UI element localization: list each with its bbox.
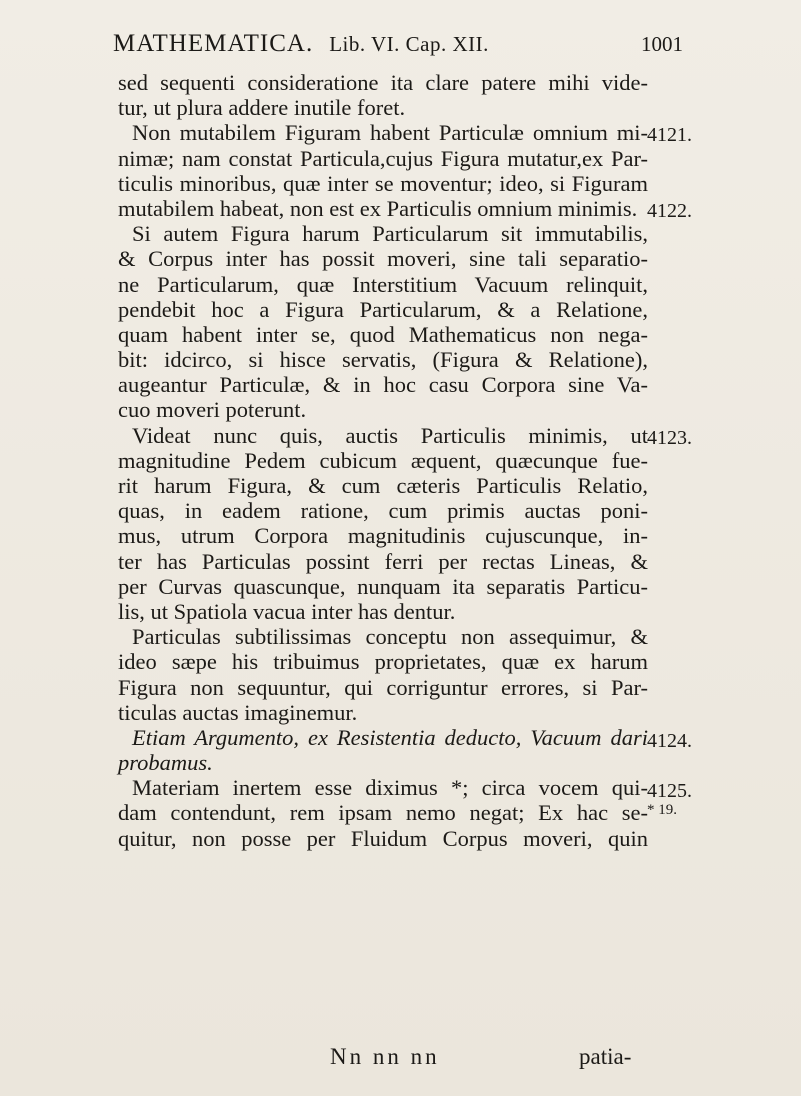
margin-number-4123: 4123. <box>647 427 692 449</box>
signature-mark: Nn nn nn <box>330 1044 440 1069</box>
text-line: ne Particularum, quæ Interstitium Vacuum relinquit, <box>118 271 648 297</box>
body-text <box>118 70 648 851</box>
catchword: patia- <box>579 1044 632 1069</box>
chapter-label: Cap. XII. <box>405 32 489 56</box>
text-line: Figura non sequuntur, qui corriguntur errores, si Par- <box>118 674 648 700</box>
text-line: quas, in eadem ratione, cum primis auctas poni- <box>118 498 648 524</box>
text-line: ter has Particulas possint ferri per rectas Lineas, & <box>118 548 648 574</box>
page-number: 1001 <box>641 32 683 56</box>
text-line: ticulas auctas imaginemur. <box>118 699 358 725</box>
text-line: tur, ut plura addere inutile foret. <box>118 95 406 121</box>
text-line: pendebit hoc a Figura Particularum, & a Relatione, <box>118 296 648 322</box>
margin-footnote-ref: * 19. <box>647 802 677 818</box>
paragraph-start-4125: Materiam inertem esse diximus *; circa vocem qui- <box>132 775 648 801</box>
paragraph-start-4122: Si autem Figura harum Particularum sit immutabilis, <box>132 221 648 247</box>
book-label: Lib. VI. <box>329 32 400 56</box>
text-line: bit: idcirco, si hisce servatis, (Figura & Relatione), <box>118 347 648 373</box>
running-header <box>113 30 683 58</box>
text-line: augeantur Particulæ, & in hoc casu Corpora sine Va- <box>118 372 648 398</box>
paragraph-start-4123: Videat nunc quis, auctis Particulis minimis, ut <box>132 422 648 448</box>
text-line: rit harum Figura, & cum cæteris Particulis Relatio, <box>118 473 648 498</box>
text-line: mutabilem habeat, non est ex Particulis omnium minimis. <box>118 195 638 221</box>
paragraph-start-4124: Etiam Argumento, ex Resistentia deducto, Vacuum dari <box>132 724 648 750</box>
running-title: MATHEMATICA. <box>113 30 314 57</box>
text-line: lis, ut Spatiola vacua inter has dentur. <box>118 598 456 624</box>
text-line: dam contendunt, rem ipsam nemo negat; Ex hac se- <box>118 800 648 826</box>
text-line: quitur, non posse per Fluidum Corpus moveri, quin <box>118 825 648 851</box>
margin-number-4122: 4122. <box>647 200 692 222</box>
text-line: mus, utrum Corpora magnitudinis cujuscunque, in- <box>118 523 648 549</box>
paragraph-start: Particulas subtilissimas conceptu non assequimur, & <box>132 624 648 650</box>
paragraph-start-4121: Non mutabilem Figuram habent Particulæ omnium mi- <box>132 120 648 146</box>
margin-number-4124: 4124. <box>647 730 692 752</box>
text-line: & Corpus inter has possit moveri, sine tali separatio- <box>118 246 648 272</box>
text-line: sed sequenti consideratione ita clare patere mihi vide- <box>118 70 648 95</box>
text-line: nimæ; nam constat Particula,cujus Figura mutatur,ex Par- <box>118 145 648 171</box>
text-line: probamus. <box>118 750 213 776</box>
text-line: magnitudine Pedem cubicum æquent, quæcunque fue- <box>118 447 648 473</box>
margin-number-4121: 4121. <box>647 124 692 146</box>
text-line: per Curvas quascunque, nunquam ita separatis Particu- <box>118 573 648 599</box>
text-line: ideo sæpe his tribuimus proprietates, quæ ex harum <box>118 649 648 675</box>
book-chapter <box>329 32 489 57</box>
text-line: quam habent inter se, quod Mathematicus non nega- <box>118 321 648 347</box>
text-line: ticulis minoribus, quæ inter se moventur; ideo, si Figuram <box>118 170 648 196</box>
text-line: cuo moveri poterunt. <box>118 397 307 423</box>
margin-number-4125: 4125. <box>647 780 692 802</box>
